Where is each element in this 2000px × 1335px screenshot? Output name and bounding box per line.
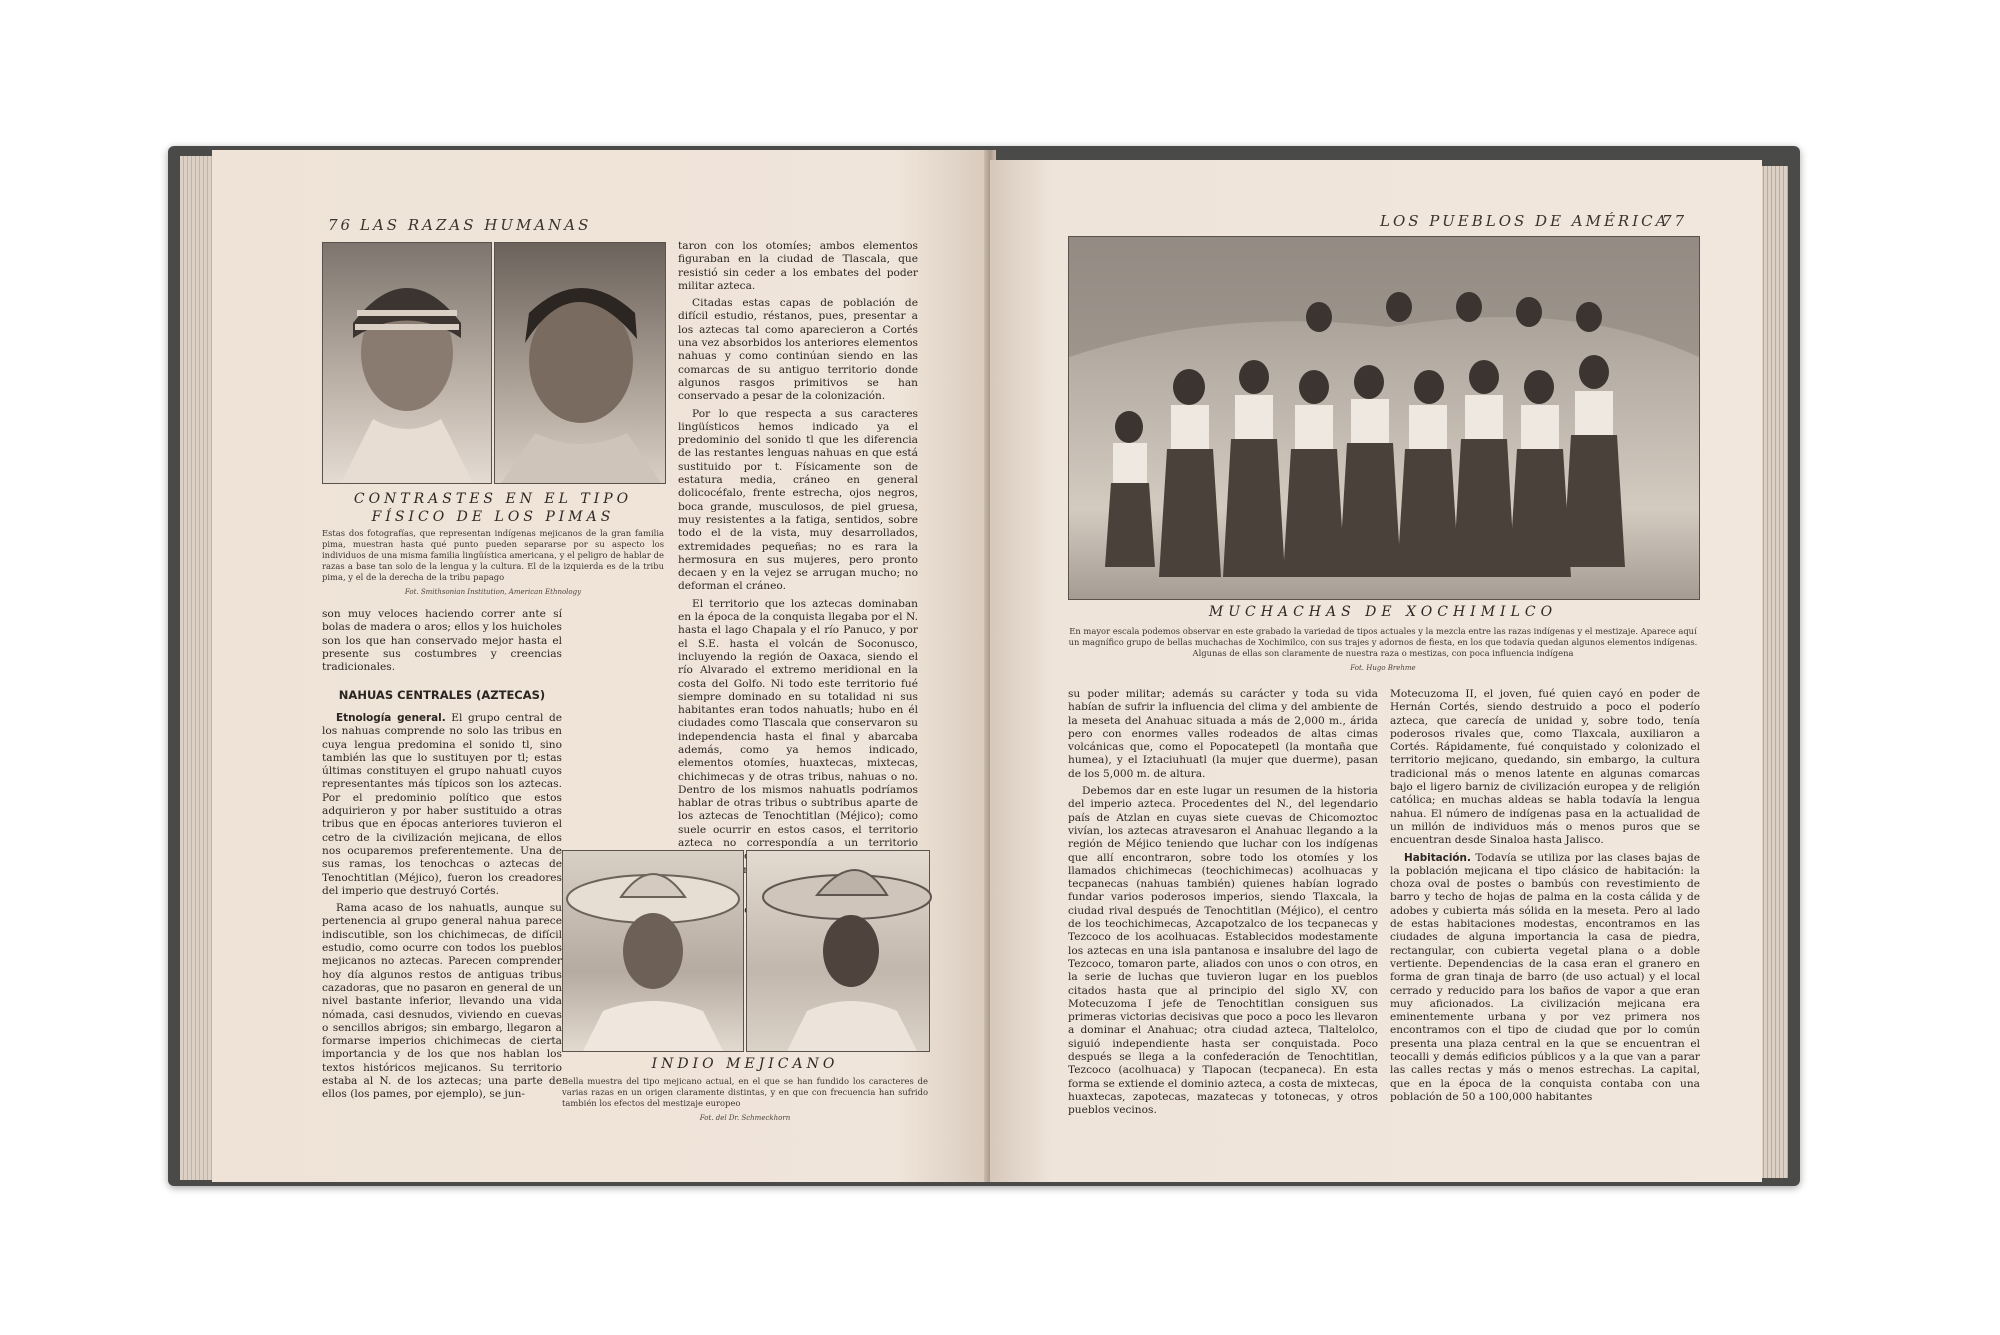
- paragraph: Rama acaso de los nahuatls, aunque su pertenencia al grupo general nahua parece indiscutible, son los chichimecas, de difícil estudio, como ocurre con todos los pueblos mejicanos no aztecas. Parecen comprender hoy día algunos restos de antiguas tribus cazadoras, que no pasaron en general de un nivel bastante inferior, llevando una vida nómada, casi desnudos, viviendo en cuevas o sencillos abrigos; sin embargo, llegaron a formarse imperios chichimecas de cierta importancia y de los que nos hablan los textos históricos mejicanos. Su territorio estaba al N. de los aztecas; una parte de ellos (los pames, por ejemplo), se jun-: [322, 902, 562, 1101]
- photo-caption-title-xochimilco: MUCHACHAS DE XOCHIMILCO: [1208, 604, 1558, 620]
- page-number: 77: [1662, 212, 1688, 230]
- paragraph: El territorio que los aztecas dominaban en la época de la conquista llegaba por el N. hasta el lago Chapala y el río Panuco, y por el S.E. hasta el volcán de Soconusco, incluyendo la región de Oaxaca, siendo el río Alvarado el extremo meridional en la costa del Golfo. Ni todo este territorio fué siempre dominado en su totalidad ni sus habitantes eran todos nahuatls; hubo en él ciudades como Tlascala que conservaron su independencia hasta el final y abarcaba además, como ya hemos indicado, elementos otomíes, huaxtecas, mixtecas, chichimecas y de otras tribus, nahuas o no. Dentro de los mismos nahuatls podríamos hablar de otras tribus o subtribus aparte de los aztecas de Tenochtitlan (Méjico); como suele ocurrir en estos casos, el territorio azteca no correspondía a un territorio: [678, 597, 918, 850]
- left-col1-intro: [322, 608, 562, 678]
- photo-caption-title-pimas: CONTRASTES EN EL TIPO FÍSICO DE LOS PIMAS: [353, 491, 633, 525]
- photo-caption-xochimilco: En mayor escala podemos observar en este grabado la variedad de tipos actuales y la mezcla entre las razas indígenas y el mestizaje. Aparece aquí un magnífico grupo de bellas muchachas de Xochimilco, con sus trajes y adornos de fiesta, en los que todavía quedan algunos elementos indígenas. Algunas de ellas son claramente de nuestra raza o mestizas, con poca influencia indígena: [1068, 626, 1698, 658]
- photo-credit-indio: Fot. del Dr. Schmeckhorn: [699, 1114, 791, 1122]
- right-col1-body: [1068, 688, 1378, 1138]
- right-page: [990, 160, 1762, 1182]
- photo-credit-xochimilco: Fot. Hugo Brehme: [1350, 664, 1416, 672]
- running-title: LAS RAZAS HUMANAS: [360, 216, 592, 234]
- photo-credit-pimas: Fot. Smithsonian Institution, American Ethnology: [404, 588, 582, 596]
- photo-pima-portrait: [322, 242, 492, 484]
- photo-caption-indio: Bella muestra del tipo mejicano actual, en el que se han fundido los caracteres de varias razas en un origen claramente distintas, y en que con frecuencia han sufrido también los efectos del mestizaje europeo: [562, 1076, 928, 1108]
- paragraph: Citadas estas capas de población de difícil estudio, réstanos, pues, presentar a los aztecas tal como aparecieron a Cortés una vez absorbidos los anteriores elementos nahuas y como continúan siendo en las comarcas de su antiguo territorio donde algunos rasgos primitivos se han conservado a pesar de la colonización.: [678, 297, 918, 403]
- paragraph: son muy veloces haciendo correr ante sí bolas de madera o aros; ellos y los huicholes son los que han conservado mejor hasta el presente sus costumbres y creencias tradicionales.: [322, 608, 562, 674]
- section-heading: NAHUAS CENTRALES (AZTECAS): [338, 688, 546, 702]
- right-col2-body: [1390, 688, 1700, 1138]
- photo-caption-title-indio: INDIO MEJICANO: [651, 1056, 839, 1072]
- paragraph: Motecuzoma II, el joven, fué quien cayó en poder de Hernán Cortés, siendo destruido a poco el poderío azteca, que carecía de unidad y, sobre todo, tenía poderosos rivales que, como Tlaxcala, auxiliaron a Cortés. Rápidamente, fué conquistado y colonizado el territorio mejicano, quedando, sin embargo, la cultura tradicional más o menos latente en algunas comarcas bajo el ligero barniz de civilización europea y de religión católica; en muchas aldeas se habla todavía la lengua nahua. El número de indígenas pasa en la actualidad de un millón de individuos más o menos puros que se encuentran desde Sinaloa hasta Jalisco.: [1390, 688, 1700, 847]
- subheading-habitacion: Habitación.: [1404, 851, 1471, 864]
- subheading-etnologia: Etnología general.: [336, 712, 446, 724]
- page-edges-right: [1760, 166, 1788, 1178]
- left-col1-body: [322, 712, 562, 1140]
- photo-indio-profile: [746, 850, 930, 1052]
- left-col2-body: [678, 240, 918, 850]
- photo-papago-portrait: [494, 242, 666, 484]
- photo-caption-pimas: Estas dos fotografías, que representan indígenas mejicanos de la gran familia pima, muestran hasta qué punto pueden separarse por su aspecto los individuos de una misma familia lingüística americana, y el peligro de hablar de razas a base tan solo de la lengua y la cultura. El de la izquierda es de la tribu pima, y el de la derecha de la tribu papago: [322, 528, 664, 582]
- running-title: LOS PUEBLOS DE AMÉRICA: [1380, 212, 1670, 230]
- paragraph: Por lo que respecta a sus caracteres lingüísticos hemos indicado ya el predominio del sonido tl que les diferencia de las restantes lenguas nahuas en que está sustituido por t. Físicamente son de estatura media, cráneo en general dolicocéfalo, frente estrecha, ojos negros, boca grande, musculosos, de piel gruesa, muy resistentes a la fatiga, sentidos, sobre todo el de la vista, muy desarrollados, extremidades pequeñas; no es rara la hermosura en sus mujeres, pero pronto decaen y en la vejez se arrugan mucho; no deforman el cráneo.: [678, 407, 918, 593]
- page-number: 76: [328, 216, 354, 234]
- paragraph: El grupo central de los nahuas comprende no solo las tribus en cuya lengua predomina el sonido tl, sino también las que lo sustituyen por tl; estas últimas constituyen el grupo nahuatl cuyos representantes más típicos son los aztecas. Por el predominio político que estos adquirieron y por haber sustituido a otras tribus que en épocas anteriores tuvieron el cetro de la civilización mejicana, de ellos nos ocuparemos preferentemente. Una de sus ramas, los tenochcas o aztecas de Tenochtitlan (Méjico), fueron los creadores del imperio que destruyó Cortés.: [322, 712, 562, 897]
- photo-indio-front: [562, 850, 744, 1052]
- left-page: [212, 150, 990, 1182]
- paragraph: su poder militar; además su carácter y toda su vida habían de sufrir la influencia del clima y del ambiente de la meseta del Anahuac situada a más de 2,000 m., árida pero con enormes valles rodeados de altas cimas volcánicas que, como el Popocatepetl (la montaña que humea), y el Iztaciuhuatl (la mujer que duerme), pasan de los 5,000 m. de altura.: [1068, 688, 1378, 780]
- paragraph: Todavía se utiliza por las clases bajas de la población mejicana el tipo clásico de habitación: la choza oval de postes o bambús con revestimiento de barro y techo de hojas de palma en la costa cálida y de adobes y cubierta más sólida en la meseta. Pero al lado de estas habitaciones modestas, encontramos en las ciudades de alguna importancia la casa de piedra, rectangular, con cubierta vegetal plana o a doble vertiente. Dependencias de la casa eran el granero en forma de gran tinaja de barro (de uso actual) y el local cerrado y reducido para los baños de vapor a que eran muy aficionados. La civilización mejicana era eminentemente urbana y por vez primera nos encontramos con el tipo de ciudad que por lo común presenta una plaza central en la que se encuentran el teocalli y demás edificios públicos y a la que van a parar las calles rectas y más o menos estrechas. La capital, que en la época de la conquista contaba con una población de 50 a 100,000 habitantes: [1390, 851, 1701, 1103]
- paragraph: Debemos dar en este lugar un resumen de la historia del imperio azteca. Procedentes del N., del legendario país de Atzlan en cuyas siete cuevas de Chicomoztoc vivían, los aztecas atravesaron el Anahuac llegando a la región de Méjico teniendo que luchar con los indígenas que allí encontraron, sobre todo los otomíes y los llamados chichimecas (teochichimecas) acolhuacas y tecpanecas (nahuas también) quienes habían logrado fundar varios poderosos imperios, siendo Tlaxcala, la ciudad rival después de Tenochtitlan (Méjico), el centro de los teochichimecas, Azcapotzalco de los tecpanecas y Tezcoco de los acolhuacas. Establecidos modestamente los aztecas en una isla pantanosa e insalubre del lago de Tezcoco, tomaron parte, aliados con unos o con otros, en la serie de luchas que tuvieron lugar en los pueblos citados hasta que al principio del siglo XV, con Motecuzoma I jefe de Tenochtitlan consiguen sus primeras victorias decisivas que poco a poco les llevaron a dominar el Anahuac; otra ciudad azteca, Tlaltelolco, siguió independiente hasta ser conquistada. Poco después se llega a la confederación de Tenochtitlan, Tezcoco (acolhuaca) y Tlapocan (tecpaneca). En esta forma se extiende el dominio azteca, a costa de mixtecas, huaxtecas, zapotecas, mazatecas y totonecas, y otros pueblos vecinos.: [1068, 785, 1378, 1117]
- photo-xochimilco-group: [1068, 236, 1700, 600]
- paragraph: taron con los otomíes; ambos elementos figuraban en la ciudad de Tlascala, que resistió sin ceder a los embates del poder militar azteca.: [678, 240, 918, 292]
